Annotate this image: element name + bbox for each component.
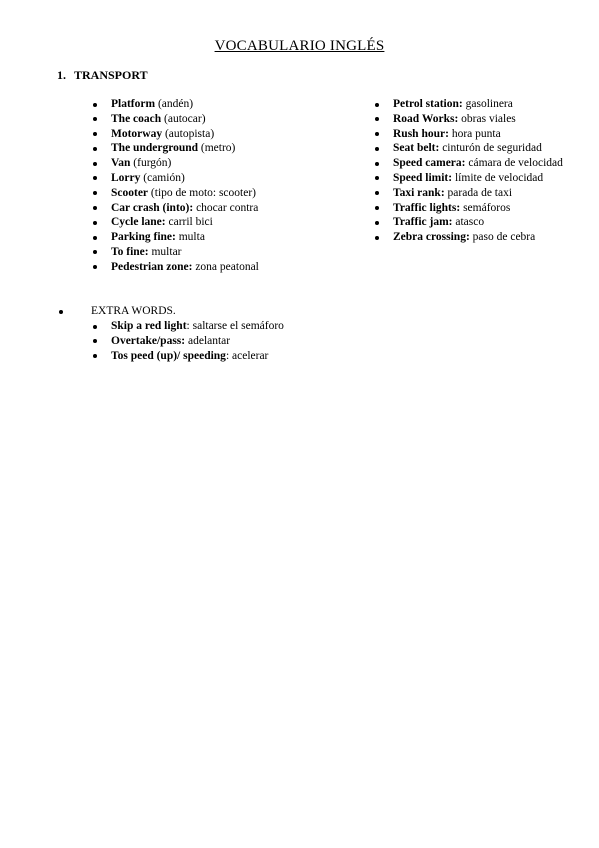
vocab-meaning: cámara de velocidad (468, 157, 563, 170)
vocab-term: Road Works: (393, 112, 459, 125)
vocab-term: Tos peed (up)/ speeding (111, 349, 226, 362)
vocab-item (91, 319, 391, 334)
vocab-term: Traffic jam: (393, 216, 453, 229)
vocab-item (91, 201, 331, 216)
vocab-term: Van (111, 157, 131, 170)
vocab-separator: : (186, 320, 193, 332)
vocab-term: Traffic lights: (393, 201, 461, 214)
vocab-term: Overtake/pass: (111, 334, 186, 347)
vocab-item (91, 230, 331, 245)
vocab-meaning: (andén) (157, 98, 194, 110)
vocab-meaning: paso de cebra (472, 231, 536, 244)
vocab-item (91, 127, 331, 142)
vocab-term: Seat belt: (393, 142, 440, 155)
vocab-item (91, 260, 331, 275)
vocab-meaning: (metro) (200, 142, 236, 155)
vocab-meaning: gasolinera (465, 98, 513, 110)
vocab-term: Rush hour: (393, 127, 449, 140)
bullet-icon (59, 310, 63, 314)
vocab-term: The underground (111, 142, 199, 155)
vocab-item (91, 97, 331, 112)
vocab-separator: : (225, 349, 233, 362)
vocab-term: Zebra crossing: (393, 231, 470, 244)
vocab-term: Parking fine: (111, 231, 176, 244)
vocab-meaning: chocar contra (196, 201, 259, 214)
extra-words-heading (57, 304, 176, 319)
section-number: 1. (57, 68, 66, 82)
vocab-meaning: cinturón de seguridad (442, 142, 542, 155)
vocab-meaning: semáforos (463, 201, 511, 214)
vocab-meaning: acelerar (232, 349, 269, 362)
vocab-meaning: adelantar (187, 334, 231, 347)
vocab-item (91, 245, 331, 260)
vocab-item (373, 186, 573, 201)
vocab-item (373, 171, 573, 186)
vocab-term: Taxi rank: (393, 186, 445, 199)
vocab-item (373, 97, 573, 112)
section-heading (57, 68, 148, 83)
vocab-meaning: (camión) (143, 171, 185, 184)
vocab-item (373, 156, 573, 171)
vocab-item (91, 334, 391, 349)
vocab-item (373, 112, 573, 127)
extra-words-label: EXTRA WORDS. (91, 305, 176, 317)
vocab-meaning: parada de taxi (447, 186, 513, 199)
vocab-term: Scooter (111, 186, 149, 199)
vocab-meaning: zona peatonal (195, 260, 259, 273)
vocab-meaning: (autocar) (164, 112, 206, 125)
vocab-meaning: saltarse el semáforo (192, 320, 284, 332)
page-title: VOCABULARIO INGLÉS (214, 38, 385, 54)
section-title: TRANSPORT (74, 68, 148, 82)
vocab-term: Lorry (111, 171, 141, 184)
vocab-list-left (91, 97, 331, 275)
vocab-list-right (373, 97, 573, 245)
vocab-item (373, 201, 573, 216)
vocab-meaning: límite de velocidad (454, 171, 544, 184)
vocab-term: To fine: (111, 245, 149, 258)
vocab-item (373, 215, 573, 230)
vocab-term: Pedestrian zone: (111, 260, 193, 273)
vocab-item (373, 127, 573, 142)
vocab-item (91, 215, 331, 230)
vocab-item (91, 186, 331, 201)
extra-words-list (91, 319, 391, 363)
vocab-term: Speed limit: (393, 171, 453, 184)
vocab-item (91, 112, 331, 127)
vocab-meaning: atasco (455, 216, 485, 229)
vocab-item (91, 349, 391, 364)
vocab-term: The coach (111, 112, 162, 125)
vocab-meaning: multar (151, 245, 182, 258)
vocab-item (91, 156, 331, 171)
vocab-meaning: hora punta (451, 127, 501, 140)
vocab-item (373, 230, 573, 245)
vocab-meaning: carril bici (168, 216, 213, 229)
vocab-term: Car crash (into): (111, 201, 194, 214)
vocab-term: Platform (111, 98, 156, 110)
vocab-meaning: (tipo de moto: scooter) (150, 186, 256, 199)
vocab-term: Cycle lane: (111, 216, 166, 229)
vocab-term: Skip a red light (111, 320, 187, 332)
vocab-item (91, 171, 331, 186)
vocab-item (373, 141, 573, 156)
vocab-meaning: multa (178, 231, 205, 244)
vocab-term: Petrol station: (393, 98, 463, 110)
vocab-item (91, 141, 331, 156)
vocab-meaning: obras viales (461, 112, 516, 125)
vocab-term: Motorway (111, 127, 163, 140)
vocab-meaning: (autopista) (164, 127, 215, 140)
vocab-term: Speed camera: (393, 157, 466, 170)
vocab-meaning: (furgón) (133, 157, 172, 170)
